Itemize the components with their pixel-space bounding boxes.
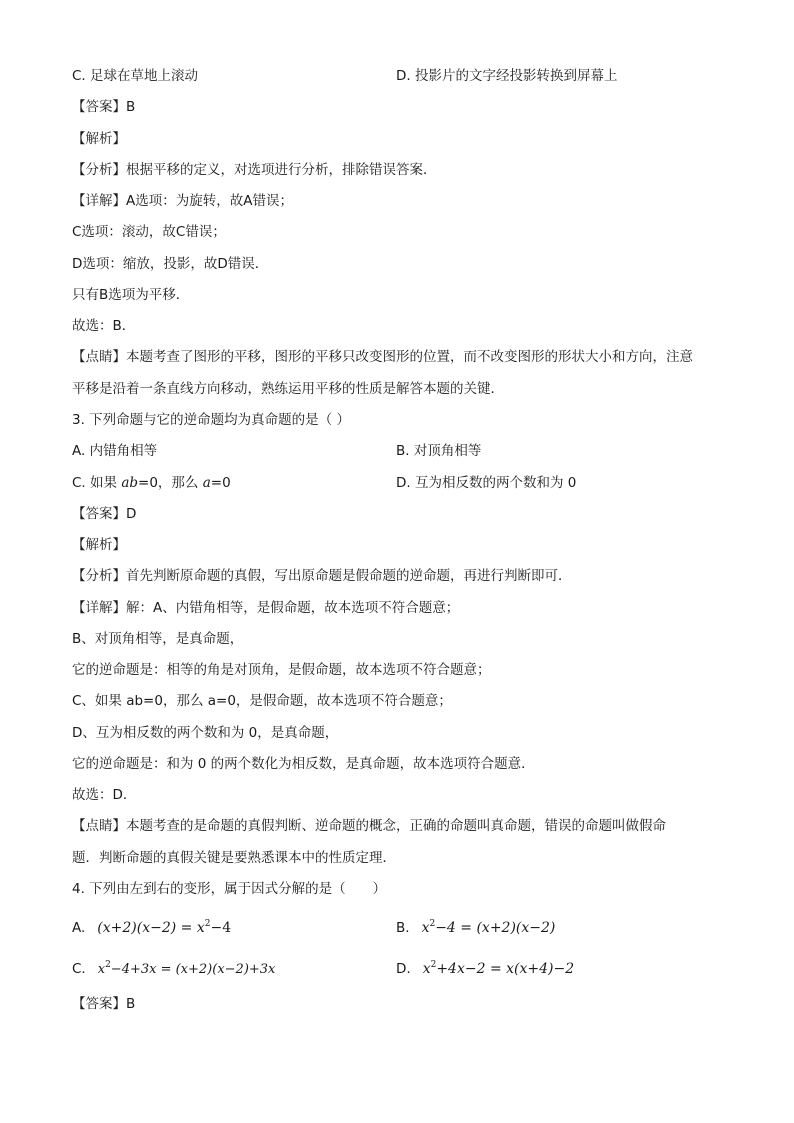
detail-tag: 【详解】 (72, 600, 126, 616)
detail-line: D选项：缩放，投影，故D错误． (72, 256, 269, 272)
math-part: (x+2)(x−2) = x (97, 920, 205, 936)
math-part: x (421, 920, 430, 936)
detail-text: A选项：为旋转，故A错误； (126, 193, 293, 209)
math-exponent: 2 (105, 960, 111, 970)
option-b-q3: B. 对顶角相等 (396, 443, 482, 459)
comment-tag: 【点睛】 (72, 349, 126, 365)
answer-q4: 【答案】B (72, 996, 136, 1012)
analysis-tag: 【分析】 (72, 162, 126, 178)
math-part: +4x−2 = x(x+4)−2 (436, 961, 575, 977)
option-d-q2: D. 投影片的文字经投影转换到屏幕上 (396, 68, 618, 84)
detail-line: 只有B选项为平移． (72, 287, 190, 303)
math-expression (97, 920, 231, 936)
math-variable: a (202, 475, 211, 491)
option-c-q3 (72, 473, 231, 493)
option-c-text: C. 如果 (72, 475, 122, 491)
analysis-heading-q2: 【解析】 (72, 131, 126, 147)
analysis-text: 根据平移的定义，对选项进行分析，排除错误答案． (126, 162, 437, 178)
question-3: 3. 下列命题与它的逆命题均为真命题的是（ ） (72, 412, 350, 428)
comment-tag: 【点睛】 (72, 818, 126, 834)
option-d-q3: D. 互为相反数的两个数和为 0 (396, 475, 577, 491)
option-label: A. (72, 920, 86, 936)
question-4: 4. 下列由左到右的变形，属于因式分解的是（ ） (72, 881, 387, 897)
detail-line: B、对顶角相等，是真命题， (72, 631, 244, 647)
answer-q3: 【答案】D (72, 506, 137, 522)
detail-q3 (72, 598, 459, 618)
detail-text: 解：A、内错角相等，是假命题，故本选项不符合题意； (126, 600, 460, 616)
detail-line: C、如果 ab=0，那么 a=0，是假命题，故本选项不符合题意； (72, 693, 452, 709)
option-label: D. (396, 961, 411, 977)
option-a-q4 (72, 914, 231, 934)
math-variable: ab (121, 475, 139, 491)
detail-line: 它的逆命题是：相等的角是对顶角，是假命题，故本选项不符合题意； (72, 662, 491, 678)
analysis-text: 首先判断原命题的真假，写出原命题是假命题的逆命题，再进行判断即可． (126, 568, 572, 584)
option-c-q2: C. 足球在草地上滚动 (72, 68, 199, 84)
math-exponent: 2 (429, 919, 436, 929)
math-expression (98, 962, 276, 977)
option-d-q4 (396, 955, 574, 975)
math-part: x (422, 961, 431, 977)
answer-q2: 【答案】B (72, 99, 136, 115)
detail-line: C选项：滚动，故C错误； (72, 224, 226, 240)
math-part: x (97, 962, 106, 977)
option-label: C. (72, 961, 86, 977)
comment-continued: 题．判断命题的真假关键是要熟悉课本中的性质定理． (72, 850, 396, 866)
option-c-text: =0，那么 (138, 475, 203, 491)
detail-q2 (72, 191, 293, 211)
comment-q3 (72, 816, 666, 836)
detail-line: 它的逆命题是：和为 0 的两个数化为相反数，是真命题，故本选项符合题意． (72, 756, 535, 772)
detail-line: D、互为相反数的两个数和为 0，是真命题， (72, 725, 339, 741)
math-part: −4+3x = (x+2)(x−2)+3x (110, 962, 276, 977)
analysis-q3 (72, 566, 572, 586)
detail-tag: 【详解】 (72, 193, 126, 209)
comment-text: 本题考查了图形的平移，图形的平移只改变图形的位置，而不改变图形的形状大小和方向，注意 (126, 349, 693, 365)
math-expression (423, 961, 574, 977)
option-label: B. (396, 920, 410, 936)
option-c-text: =0 (210, 475, 231, 491)
math-part: −4 (210, 920, 232, 936)
comment-continued: 平移是沿着一条直线方向移动，熟练运用平移的性质是解答本题的关键． (72, 381, 504, 397)
comment-text: 本题考查的是命题的真假判断、逆命题的概念，正确的命题叫真命题，错误的命题叫做假命 (126, 818, 666, 834)
math-exponent: 2 (430, 960, 437, 970)
comment-q2 (72, 347, 693, 367)
analysis-heading-q3: 【解析】 (72, 537, 126, 553)
conclusion-q3: 故选：D． (72, 787, 137, 803)
analysis-tag: 【分析】 (72, 568, 126, 584)
analysis-q2 (72, 160, 437, 180)
math-part: −4 = (x+2)(x−2) (435, 920, 556, 936)
option-c-q4 (72, 955, 275, 975)
option-b-q4 (396, 914, 555, 934)
conclusion-q2: 故选：B． (72, 318, 136, 334)
option-a-q3: A. 内错角相等 (72, 443, 158, 459)
math-exponent: 2 (204, 919, 211, 929)
math-expression (422, 920, 556, 936)
